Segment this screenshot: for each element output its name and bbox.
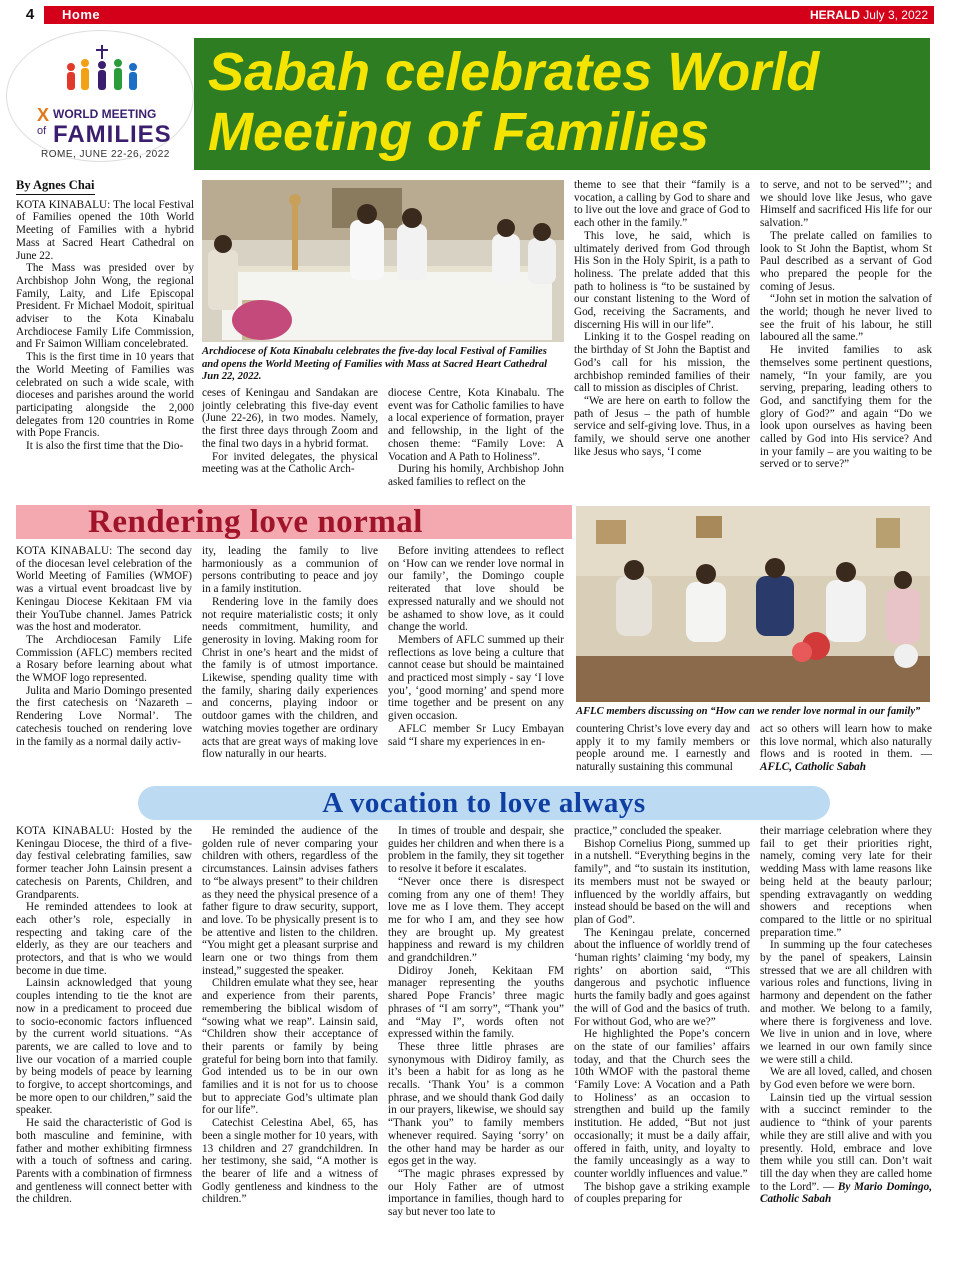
article3-paragraph: their marriage celebration where they fail to get their priorities right, namely, coming very late for their wedding Mass with lame reasons like being held at the beauty parlour; spending extravagantly on wedding showers and receptions when compared to the little or no spiritual preparation time.” <box>760 825 932 939</box>
article2-paragraph: Julita and Mario Domingo presented the first catechesis on ‘Nazareth – Rendering Love Normal’. The catechesis touched on rendering love in the family as a normal daily activ- <box>16 684 192 748</box>
article3-paragraph: practice,” concluded the speaker. <box>574 825 722 837</box>
page-number: 4 <box>16 6 44 24</box>
logo-of: of <box>37 125 47 137</box>
article1-column-2 <box>202 387 378 476</box>
article3-paragraph: Bishop Cornelius Piong, summed up in a nutshell. “Everything begins in the family”, and “to sustain its institution, its members must not be swayed or influenced by the worldly affairs, but instead should be based on the will and plan of God”. <box>574 837 750 926</box>
article2-headline: Rendering love normal <box>88 504 423 540</box>
article1-paragraph: Linking it to the Gospel reading on the birthday of St John the Baptist and God’s call for his mission, the archbishop reminded families of their call to mission as disciples of Christ. <box>574 331 750 395</box>
article2-signature: AFLC, Catholic Sabah <box>760 761 866 774</box>
issue-date: July 3, 2022 <box>863 8 928 22</box>
article2-column-4 <box>576 723 750 774</box>
article3-signature: By Mario Domingo, Catholic Sabah <box>760 1180 932 1206</box>
article3-paragraph: Didiroy Joneh, Kekitaan FM manager representing the youths shared Pope Francis’ three magic phrases of “I am sorry”, “Thank you” and “May I”, words often not expressed within the family. <box>388 964 564 1041</box>
aflc-photo-caption: AFLC members discussing on “How can we render love normal in our family” <box>576 706 921 717</box>
article3-paragraph: In summing up the four catecheses by the panel of speakers, Lainsin stressed that we are all children with various roles and functions, living in harmony and dependent on the father and mother. We belong to a family, where there is forgiveness and love. We live in union and in love, where we learned in our own family since we were still a child. <box>760 939 932 1066</box>
article3-column-1 <box>16 825 192 1206</box>
cathedral-mass-image <box>202 180 564 342</box>
cathedral-photo-caption: Archdiocese of Kota Kinabalu celebrates the five-day local Festival of Families and opens the World Meeting of Families with Mass at Sacred Heart Cathedral Jun 22, 2022. <box>202 346 548 382</box>
article3-headline: A vocation to love always <box>322 787 646 819</box>
article3-paragraph: KOTA KINABALU: Hosted by the Keningau Diocese, the third of a five-day festival celebrating families, saw former teacher John Lainsin present a catechesis on Parents, Children, and Grandparents. <box>16 825 192 901</box>
article3-column-3 <box>388 825 564 1219</box>
article2-paragraph: AFLC member Sr Lucy Embayan said “I share my experiences in en- <box>388 722 564 748</box>
article1-paragraph: KOTA KINABALU: The local Festival of Families opened the 10th World Meeting of Families with a hybrid Mass at Sacred Heart Cathedral on June 22. <box>16 198 194 262</box>
article2-paragraph: KOTA KINABALU: The second day of the diocesan level celebration of the World Meeting of Families (WMOF) was a virtual event broadcast live by Keningau Diocese Kekitaan FM via their YouTube channel. James Patrick was the host and moderator. <box>16 545 192 634</box>
article3-paragraph: The Keningau prelate, concerned about the influence of worldly trend of ‘human rights’ claiming ‘my body, my rights’ on abortion said, “This dangerous and psychotic influence hurts the family badly and goes against the will of God and the basics of truth. For without God, who are we?” <box>574 926 750 1028</box>
article3-column-2 <box>202 825 378 1206</box>
article1-paragraph: This love, he said, which is ultimately derived from God through His Son in the Holy Spirit, is a path to holiness. The prelate added that this path to holiness is “to be sustained by our constant listening to the Word of God, receiving the Sacraments, and discerning His will in our life”. <box>574 229 750 331</box>
publication-name: HERALD <box>809 8 860 22</box>
article1-column-3 <box>388 387 564 489</box>
aflc-members-image <box>576 506 930 702</box>
article3-headline-band <box>138 786 830 820</box>
logo-world-meeting: WORLD MEETING <box>53 107 157 121</box>
article2-paragraph: ity, leading the family to live harmoniously as a communion of persons contributing to peace and joy in a family institution. <box>202 545 378 596</box>
article1-paragraph: The Mass was presided over by Archbishop John Wong, the regional Family, Laity, and Life Episcopal President. Fr Michael Modoit, spiritual adviser to the Kota Kinabalu Archdiocese Family Life Commission, and Fr Saimon William concelebrated. <box>16 262 194 351</box>
article2-column-1 <box>16 545 192 748</box>
section-name: Home <box>62 7 101 22</box>
article2-column-2 <box>202 545 378 761</box>
article3-column-5 <box>760 825 932 1206</box>
article2-headline-band <box>16 505 572 539</box>
article2-paragraph: The Archdiocesan Family Life Commission (AFLC) members recited a Rosary before learning about what the WMOF logo represented. <box>16 633 192 685</box>
family-figures-icon <box>57 45 147 93</box>
article3-paragraph: Catechist Celestina Abel, 65, has been a single mother for 10 years, with 13 children and 27 grandchildren. In her testimony, she said, “A mother is the bearer of life and a witness of Godly gentleness and kindness to the children.” <box>202 1117 378 1206</box>
article1-column-1 <box>16 179 194 453</box>
article2-paragraph: Rendering love in the family does not require materialistic costs; it only needs commitment, humility, and generosity in loving. Making room for Christ in one’s heart and the midst of the family is of utmost importance. Likewise, spending quality time with the family, sharing daily experiences and concerns, playing indoor or outdoor games with the children, and watching movies together are ordinary acts that are great ways of making love flow naturally in our hearts. <box>202 595 378 761</box>
article3-paragraph: He highlighted the Pope’s concern on the state of our families’ affairs today, and that the Church sees the 10th WMOF with the pastoral theme ‘Family Love: A Vocation and a Path to Holiness’ as an occasion to strengthen and build up the family institution. He added, “But not just occasionally; it must be a daily affair, offered in faith, unity, and loyalty to the family unceasingly as a way to counter worldly influences and value.” <box>574 1028 750 1180</box>
article2-paragraph: Before inviting attendees to reflect on ‘How can we render love normal in our family’, the Domingo couple reiterated that love should be expressed naturally and we should not be ashamed to show love, as it could change the world. <box>388 545 564 634</box>
article3-paragraph: He reminded the audience of the golden rule of never comparing your children with others, regardless of the circumstances. Lainsin advises fathers to “be always present” to their children as they need the physical presence of a father figure to draw security, support, and love. To be physically present is to be attentive and listen to the children. “You might get a pleasant surprise and learn one or two things from them instead,” suggested the speaker. <box>202 825 378 977</box>
article2-paragraph: Members of AFLC summed up their reflections as love being a culture that cannot cease but should be maintained and practiced most simply - say ‘I love you’, ‘good morning’ and spend more time together and be present on any given occasion. <box>388 633 564 723</box>
logo-roman-numeral: X <box>37 105 50 125</box>
wmof-logo <box>6 30 194 162</box>
main-headline: Sabah celebrates World Meeting of Families <box>208 42 820 162</box>
article3-paragraph: The bishop gave a striking example of couples preparing for <box>574 1180 750 1206</box>
article1-paragraph: to serve, and not to be served”’; and we should love like Jesus, who gave Himself and sacrificed His life for our salvation.” <box>760 179 932 230</box>
article1-paragraph: “John set in motion the salvation of the world; though he never lived to see the fruit of his labour, he still laboured all the same.” <box>760 293 932 344</box>
article1-column-5 <box>760 179 932 471</box>
logo-date: ROME, JUNE 22-26, 2022 <box>41 149 170 160</box>
publication-date <box>810 6 928 24</box>
article1-paragraph: This is the first time in 10 years that the World Meeting of Families was celebrated on such a wide scale, with dioceses and parishes around the world participating alongside the 2,000 delegates from 120 countries in Rome with Pope Francis. <box>16 351 194 440</box>
article3-paragraph: He reminded attendees to look at each other’s role, especially in respecting and taking care of the elderly, as they are our teachers and protectors, and that is who we would become in due time. <box>16 901 192 977</box>
article3-paragraph: Children emulate what they see, hear and experience from their parents, remembering the biblical wisdom of “sowing what we reap”. Lainsin said, “Children show their acceptance of their parents or family by being grateful for being born into that family. God intended us to be in our own families and it is not for us to choose but to appreciate God’s ultimate plan for our life”. <box>202 977 378 1117</box>
page-header-bar <box>16 6 934 24</box>
article2-paragraph: act so others will learn how to make this love normal, which also naturally flows and is rooted in them. — <box>760 723 932 761</box>
article1-paragraph: For invited delegates, the physical meeting was at the Catholic Arch- <box>202 450 378 476</box>
article1-column-4 <box>574 179 750 458</box>
main-headline-banner <box>194 38 930 170</box>
logo-families: FAMILIES <box>53 121 172 148</box>
article3-paragraph: “The magic phrases expressed by our Holy Father are of utmost importance in families, though hard to say but never too late to <box>388 1167 564 1219</box>
article1-paragraph: The prelate called on families to look to St John the Baptist, whom St Paul described as a servant of God who prepared the people for the coming of Jesus. <box>760 229 932 293</box>
byline: By Agnes Chai <box>16 179 95 195</box>
aflc-members-photo <box>576 506 930 702</box>
article3-paragraph: We are all loved, called, and chosen by God even before we were born. <box>760 1066 932 1092</box>
article1-paragraph: diocese Centre, Kota Kinabalu. The event was for Catholic families to have a local experience of formation, prayer and fellowship, in the light of the chosen theme: “Family Love: A Vocation and A Path to Holiness”. <box>388 387 564 463</box>
article3-paragraph: These three little phrases are synonymous with Didiroy family, as it’s been a habit for as long as he recalls. ‘Thank You’ is a common phrase, and we should thank God daily in our prayers, likewise, we should say “Thank you” to family members whenever required. Saying ‘sorry’ on the other hand may be harder as our egos get in the way. <box>388 1040 564 1168</box>
article2-column-3 <box>388 545 564 748</box>
article1-paragraph: “We are here on earth to follow the path of Jesus – the path of humble service and self-giving love. Thus, in a family, we should serve one another like Jesus who says, ‘I come <box>574 394 750 458</box>
article1-paragraph: theme to see that their “family is a vocation, a calling by God to share and to live out the love and grace of God to each other in the family.” <box>574 179 750 230</box>
article3-paragraph: Lainsin acknowledged that young couples intending to tie the knot are now in a predicament to proceed due to socio-economic factors influenced by the current world situations. “As parents, we are called to love and to live our vocation of a married couple by being models of peace by learning to forgive, to accept shortcomings, and be more open to our children,” said the speaker. <box>16 977 192 1117</box>
article2-column-5 <box>760 723 932 774</box>
cathedral-mass-photo <box>202 180 564 342</box>
article3-paragraph: “Never once there is disrespect coming from any one of them! They love me as I love them. They accept me for who I am, and they see how they are brought up. My greatest happiness and reward is my children and grandchildren.” <box>388 875 564 965</box>
article2-paragraph: countering Christ’s love every day and apply it to my family members or people around me. I earnestly and naturally sustaining this communal <box>576 723 750 774</box>
article3-paragraph: Lainsin tied up the virtual session with a succinct reminder to the audience to “think of your parents while they are still alive and with you presently. Hold, embrace and love them while you still can. Don’t wait till the day when they are called home to the Lord”. — <box>760 1091 932 1193</box>
article3-paragraph: He said the characteristic of God is both masculine and feminine, with father and mother exhibiting firmness with a touch of softness and caring. Parents with a combination of firmness and gentleness will connect better with the children. <box>16 1117 192 1206</box>
article1-paragraph: ceses of Keningau and Sandakan are jointly celebrating this five-day event (June 22-26), in two modes. Namely, the first three days through Zoom and the final two days in a hybrid format. <box>202 387 378 450</box>
article1-paragraph: He invited families to ask themselves some pertinent questions, namely, “In your family, are you serving, preparing, leading others to God, and sanctifying them for the glory of God?” and again “Do we look upon ourselves as having been called by God into His service? And in your family – are you waiting to be served or to serve?” <box>760 344 932 471</box>
article3-column-4 <box>574 825 750 1206</box>
article3-paragraph: In times of trouble and despair, she guides her children and when there is a problem in the family, they sit together to resolve it before it escalates. <box>388 825 564 876</box>
article1-paragraph: It is also the first time that the Dio- <box>26 440 184 453</box>
article1-paragraph: During his homily, Archbishop John asked families to reflect on the <box>388 463 564 488</box>
